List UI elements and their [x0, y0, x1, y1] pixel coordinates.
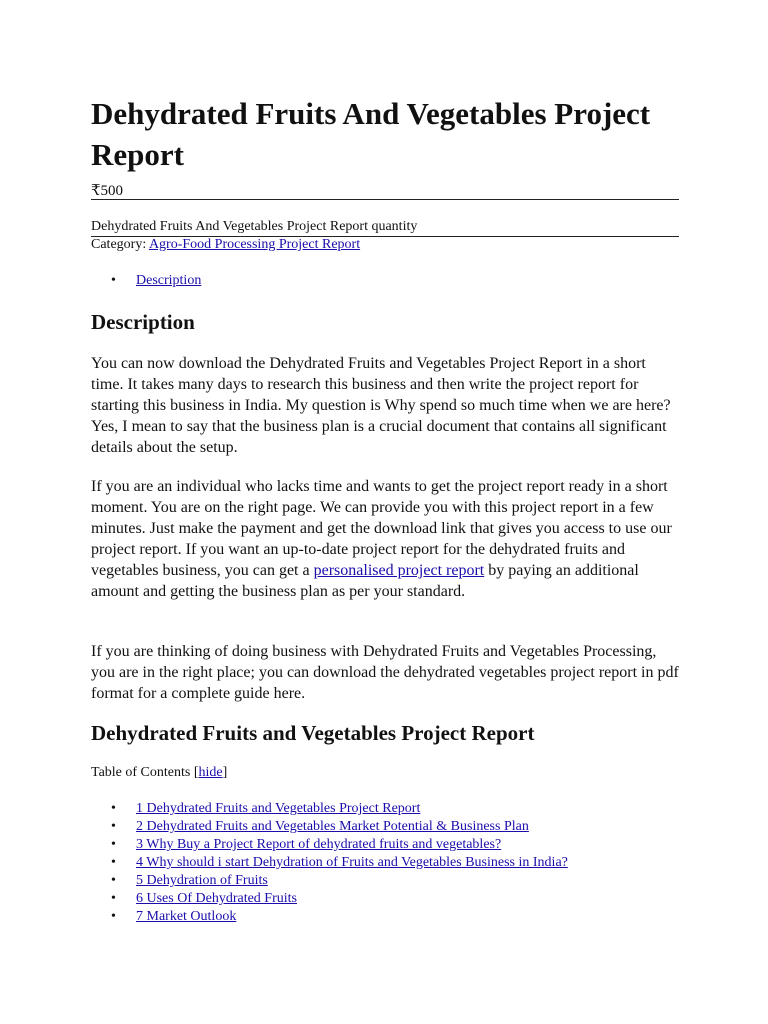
tab-description [111, 272, 202, 290]
description-paragraph: If you are thinking of doing business with Dehydrated Fruits and Vegetables Processing, you are in the right place; you can download the dehydrated vegetables project report in pdf format for a complete guide here. [91, 643, 679, 702]
toc-link[interactable]: 3 Why Buy a Project Report of dehydrated fruits and vegetables? [136, 837, 502, 852]
description-paragraph [91, 476, 681, 602]
personalised-report-link[interactable]: personalised project report [313, 562, 485, 579]
toc-link[interactable]: 2 Dehydrated Fruits and Vegetables Market Potential & Business Plan [136, 819, 529, 834]
quantity-label: Dehydrated Fruits And Vegetables Project Report quantity [91, 219, 418, 234]
toc-item [111, 854, 696, 872]
bullet-icon: • [111, 273, 116, 288]
description-paragraph: You can now download the Dehydrated Fruits and Vegetables Project Report in a short time. It takes many days to research this business and then write the project report for starting this business in India. My question is Why spend so much time when we are here? Yes, I mean to say that the business plan is a crucial document that contains all significant details about the setup. [91, 355, 671, 456]
toc-item [111, 908, 696, 926]
divider [91, 199, 679, 200]
toc-item [111, 818, 696, 836]
table-of-contents [91, 800, 696, 926]
product-tabs [91, 272, 201, 290]
product-title: Dehydrated Fruits And Vegetables Project Report [91, 96, 651, 172]
bullet-icon: • [111, 837, 116, 852]
paragraph-text: by paying an additional amount and getting the business plan as per your standard. [91, 562, 639, 600]
bullet-icon: • [111, 873, 116, 888]
toc-item [111, 872, 696, 890]
toc-label: Table of Contents [ [91, 765, 199, 780]
toc-link[interactable]: 7 Market Outlook [136, 909, 237, 924]
toc-bracket: ] [222, 765, 228, 780]
bullet-icon: • [111, 801, 116, 816]
bullet-icon: • [111, 819, 116, 834]
toc-item [111, 890, 696, 908]
toc-link[interactable]: 1 Dehydrated Fruits and Vegetables Project Report [136, 801, 421, 816]
toc-link[interactable]: 4 Why should i start Dehydration of Fruits and Vegetables Business in India? [136, 855, 568, 870]
toc-title [91, 764, 227, 782]
category-prefix: Category: [91, 237, 149, 252]
toc-hide-link[interactable]: hide [198, 765, 223, 780]
toc-item [111, 800, 696, 818]
category-link[interactable]: Agro-Food Processing Project Report [148, 237, 361, 252]
tab-description-link[interactable]: Description [136, 273, 202, 288]
toc-link[interactable]: 6 Uses Of Dehydrated Fruits [136, 891, 297, 906]
bullet-icon: • [111, 855, 116, 870]
paragraph-text: If you are an individual who lacks time and wants to get the project report ready in a short moment. You are on the right page. We can provide you with this project report in a few minutes. Just make the payment and get the download link that gives you access to use our project report. If you want an up-to-date project report for the dehydrated fruits and vegetables business, you can get a [91, 478, 672, 579]
product-category [91, 236, 360, 254]
product-price: ₹500 [91, 183, 124, 199]
toc-link[interactable]: 5 Dehydration of Fruits [136, 873, 268, 888]
toc-item [111, 836, 696, 854]
description-heading: Description [91, 310, 195, 334]
bullet-icon: • [111, 909, 116, 924]
bullet-icon: • [111, 891, 116, 906]
report-heading: Dehydrated Fruits and Vegetables Project Report [91, 721, 535, 745]
